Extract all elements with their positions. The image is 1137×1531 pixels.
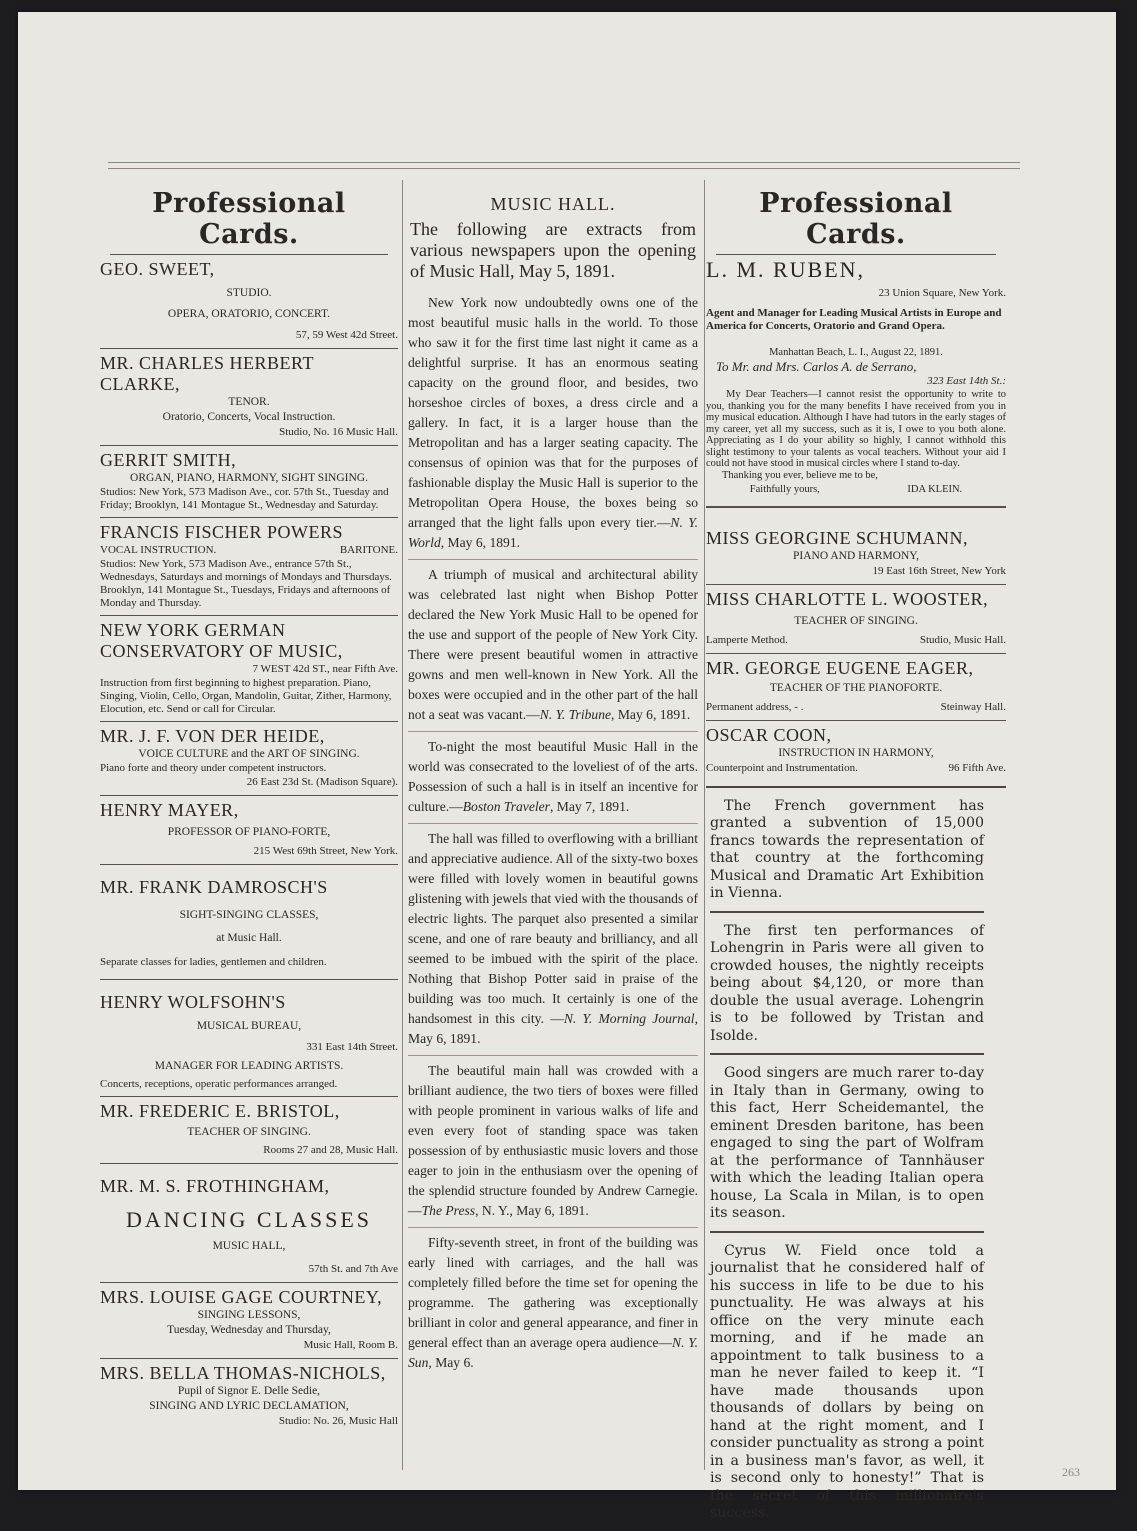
section-heading-right: Professional Cards.	[759, 188, 953, 250]
card-german-conservatory: NEW YORK GERMAN CONSERVATORY OF MUSIC, 7 WEST 42d ST., near Fifth Ave. Instruction from first beginning to highest preparation. Piano, Singing, Violin, Cello, Organ, Mandolin, Guitar, Zither, Harmony, Elocution, etc. Send or call for Circular.	[100, 616, 398, 722]
dancing-classes-title: DANCING CLASSES	[125, 1207, 373, 1232]
right-column	[706, 180, 1006, 1531]
card-charles-clarke: MR. CHARLES HERBERT CLARKE, TENOR. Oratorio, Concerts, Vocal Instruction. Studio, No. 16 Music Hall.	[100, 349, 398, 446]
news-scheidemantel: Good singers are much rarer to-day in Italy than in Germany, owing to this fact, Herr Scheidemantel, the eminent Dresden baritone, has been engaged to sing the part of Wolfram at the performance of Tannhäuser with which the leading Italian opera house, La Scala in Milan, is to open its season.	[710, 1055, 984, 1233]
column-divider-left	[402, 180, 403, 1470]
music-hall-intro: The following are extracts from various newspapers upon the opening of Music Hall, May 5, 1891.	[410, 219, 696, 281]
card-frothingham: MR. M. S. FROTHINGHAM, DANCING CLASSES MUSIC HALL, 57th St. and 7th Ave	[100, 1164, 398, 1283]
news-cyrus-field: Cyrus W. Field once told a journalist that he considered half of his success in life to be due to his punctuality. He was always at his office on the very minute each morning, and if he made an appointment to talk business to a man he never failed to keep it. “I have made thousands upon thousands of dollars by being on hand at the right moment, and I consider punctuality as strong a point in a business man's favor, as well, it is second only to honesty!” That is the secret of this millionaire's success.	[710, 1242, 984, 1521]
page-number: 263	[1062, 1465, 1080, 1479]
card-gerrit-smith: GERRIT SMITH, ORGAN, PIANO, HARMONY, SIGHT SINGING. Studios: New York, 573 Madison Ave., cor. 57th St., Tuesday and Friday; Brooklyn, 141 Montague St., Wednesday and Saturday.	[100, 446, 398, 518]
card-francis-fischer-powers: FRANCIS FISCHER POWERS VOCAL INSTRUCTION. BARITONE. Studios: New York, 573 Madison Ave., entrance 57th St., Wednesdays, Saturdays and mornings of Mondays and Thursdays. Brooklyn, 141 Montague St., Tuesdays, Fridays and afternoons of Monday and Thursday.	[100, 518, 398, 616]
card-henry-wolfsohn: HENRY WOLFSOHN'S MUSICAL BUREAU, 331 East 14th Street. MANAGER FOR LEADING ARTISTS. Concerts, receptions, operatic performances arranged.	[100, 980, 398, 1097]
middle-column	[404, 180, 702, 1379]
card-von-der-heide: MR. J. F. VON DER HEIDE, VOICE CULTURE and the ART OF SINGING. Piano forte and theory under competent instructors. 26 East 23d St. (Madison Square).	[100, 722, 398, 796]
card-lm-ruben: L. M. RUBEN, 23 Union Square, New York. Agent and Manager for Leading Musical Artists in Europe and America for Concerts, Oratorio and Grand Opera. Manhattan Beach, L. I., August 22, 1891. To Mr. and Mrs. Carlos A. de Serrano, 323 East 14th St.: My Dear Teachers—I cannot resist the opportunity to write to you, thanking you for the many benefits I have received from you in my musical education. Although I have had tutors in the early stages of my career, yet all my success, such as it is, I owe to you both alone. Appreciating as I do your ability so highly, I cannot withhold this slight testimony to your talents as vocal teachers. Without your aid I could not have stood in musical circles where I stand to-day. Thanking you ever, believe me to be, Faithfully yours, IDA KLEIN.	[706, 255, 1006, 508]
extract-ny-tribune: A triumph of musical and architectural ability was celebrated last night when Bishop Potter declared the New York Music Hall to be opened for the use and support of the people of New York City. There were present beautiful women in attractive gowns and men well-known in New York. All the boxes were occupied and in the other part of the hall not a seat was vacant.—N. Y. Tribune, May 6, 1891.	[408, 560, 698, 732]
extract-ny-sun: Fifty-seventh street, in front of the building was early lined with carriages, and the hall was completely filled before the time set for opening the programme. The gathering was exceptionally brilliant in color and general appearance, and finer in general effect than an average opera audience—N. Y. Sun, May 6.	[408, 1235, 699, 1370]
document-page	[18, 12, 1116, 1521]
card-frank-damrosch: MR. FRANK DAMROSCH'S SIGHT-SINGING CLASSES, at Music Hall. Separate classes for ladies, gentlemen and children.	[100, 865, 398, 980]
extract-the-press: The beautiful main hall was crowded with a brilliant audience, the two tiers of boxes were filled with people prominent in various walks of life and even every foot of standing space was taken possession of by enthusiastic music lovers and those eager to join in the enthusiasm over the opening of the splendid structure founded by Andrew Carnegie.—The Press, N. Y., May 6, 1891.	[408, 1056, 698, 1228]
card-henry-mayer: HENRY MAYER, PROFESSOR OF PIANO-FORTE, 215 West 69th Street, New York.	[100, 796, 398, 865]
news-french-government: The French government has granted a subvention of 15,000 francs towards the representation of that country at the forthcoming Musical and Dramatic Art Exhibition in Vienna.	[710, 788, 984, 913]
extract-boston-traveler: To-night the most beautiful Music Hall in the world was consecrated to the loveliest of of the arts. Possession of such a hall is in itself an incentive for culture.—Boston Traveler, May 7, 1891.	[408, 732, 698, 824]
card-bella-thomas-nichols: MRS. BELLA THOMAS-NICHOLS, Pupil of Signor E. Delle Sedie, SINGING AND LYRIC DECLAMATION, Studio: No. 26, Music Hall	[100, 1363, 398, 1427]
left-column	[100, 180, 398, 1434]
extract-morning-journal: The hall was filled to overflowing with a brilliant and appreciative audience. All of the sixty-two boxes were filled with lovely women in beautiful gowns glistening with jewels that vied with the thousands of electric lights. The parquet also presented a similar scene, and one of rare beauty and brilliancy, and all seemed to be imbued with the spirit of the place. Nothing that Bishop Potter said in praise of the building was too much. It certainly is one of the handsomest in this city. —N. Y. Morning Journal, May 6, 1891.	[408, 824, 698, 1056]
top-rule	[108, 162, 1020, 163]
top-rule-2	[108, 168, 1020, 169]
column-divider-right	[704, 180, 705, 1470]
section-heading: Professional Cards.	[152, 188, 346, 250]
news-lohengrin: The first ten performances of Lohengrin in Paris were all given to crowded houses, the nightly receipts being about $4,120, or more than double the usual average. Lohengrin is to be followed by Tristan and Isolde.	[710, 913, 984, 1056]
card-frederic-bristol: MR. FREDERIC E. BRISTOL, TEACHER OF SINGING. Rooms 27 and 28, Music Hall.	[100, 1097, 398, 1164]
card-charlotte-wooster: MISS CHARLOTTE L. WOOSTER, TEACHER OF SINGING. Lamperte Method. Studio, Music Hall.	[706, 585, 1006, 654]
card-george-eager: MR. GEORGE EUGENE EAGER, TEACHER OF THE PIANOFORTE. Permanent address, - . Steinway Hall.	[706, 654, 1006, 721]
extract-ny-world: New York now undoubtedly owns one of the most beautiful music halls in the world. To those who saw it for the first time last night it came as a delightful surprise. It has an enormous seating capacity on the ground floor, and besides, two horseshoe circles of boxes, a dress circle and a gallery. In fact, it is a larger house than the Metropolitan and has a larger seating capacity. The consensus of opinion was that for the purposes of fashionable display the Music Hall is superior to the Metropolitan Opera House, the boxes being so arranged that the light falls upon every tier.—N. Y. World, May 6, 1891.	[408, 288, 698, 560]
card-geo-sweet: GEO. SWEET, STUDIO. OPERA, ORATORIO, CONCERT. 57, 59 West 42d Street.	[100, 255, 398, 349]
music-hall-title: MUSIC HALL.	[490, 194, 616, 214]
card-louise-courtney: MRS. LOUISE GAGE COURTNEY, SINGING LESSONS, Tuesday, Wednesday and Thursday, Music Hall, Room B.	[100, 1283, 398, 1359]
card-oscar-coon: OSCAR COON, INSTRUCTION IN HARMONY, Counterpoint and Instrumentation. 96 Fifth Ave.	[706, 721, 1006, 788]
card-georgine-schumann: MISS GEORGINE SCHUMANN, PIANO AND HARMONY, 19 East 16th Street, New York	[706, 508, 1006, 585]
